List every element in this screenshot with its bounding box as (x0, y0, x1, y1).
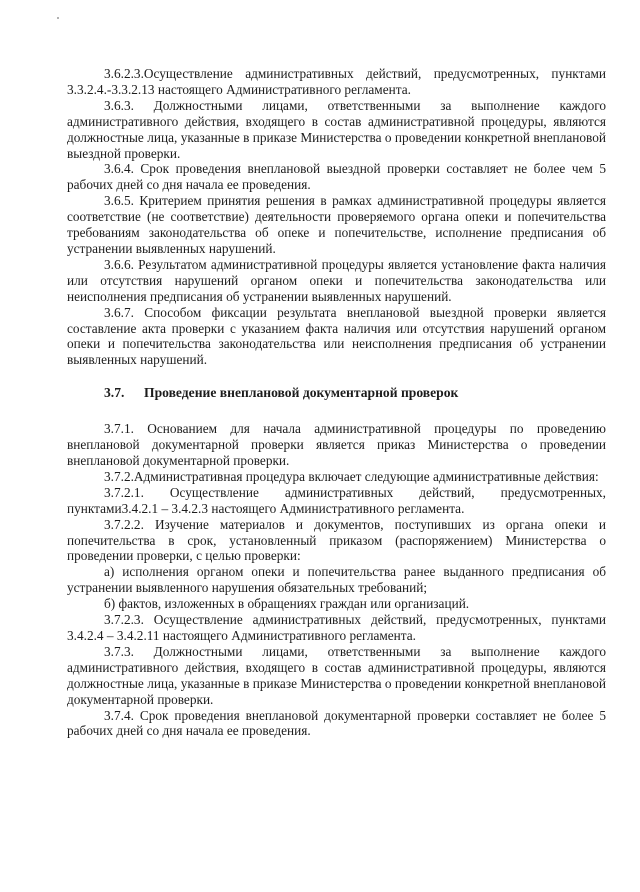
section-number: 3.7. (104, 385, 125, 401)
paragraph-3-6-4: 3.6.4. Срок проведения внеплановой выездной проверки составляет не более чем 5 рабочих дней со дня начала ее проведения. (67, 161, 606, 193)
section-title: Проведение внеплановой документарной проверок (144, 385, 459, 401)
paragraph-item-b: б) фактов, изложенных в обращениях граждан или организаций. (104, 596, 470, 612)
paragraph-3-7-2-1: 3.7.2.1. Осуществление административных действий, предусмотренных, пунктами3.4.2.1 – 3.4.2.3 настоящего Административного регламента. (67, 484, 606, 516)
document-body (67, 66, 606, 739)
paragraph-3-7-2-3: 3.7.2.3. Осуществление административных действий, предусмотренных, пунктами 3.4.2.4 – 3.4.2.11 настоящего Административного регламента. (67, 612, 606, 643)
paragraph-3-6-2-3: 3.6.2.3.Осуществление административных действий, предусмотренных, пунктами 3.3.2.4.-3.3.2.13 настоящего Административного регламента. (67, 66, 606, 97)
section-heading (67, 385, 606, 401)
paragraph-3-7-4: 3.7.4. Срок проведения внеплановой документарной проверки составляет не более 5 рабочих дней со дня начала ее проведения. (67, 707, 606, 739)
paragraph-3-7-3: 3.7.3. Должностными лицами, ответственными за выполнение каждого административного действия, входящего в состав административной процедуры, являются должностные лица, указанные в приказе Министерства о проведении конкретной внеплановой документарной проверки. (67, 643, 606, 707)
paragraph-3-6-7: 3.6.7. Способом фиксации результата внеплановой выездной проверки является составление акта проверки с указанием факта наличия или отсутствия нарушений органом опеки и попечительства законодательства или неисполнения предписания об устранении выявленных нарушений. (67, 304, 606, 368)
paragraph-3-6-5: 3.6.5. Критерием принятия решения в рамках административной процедуры является соответствие (не соответствие) деятельности проверяемого органа опеки и попечительства требованиям законодательства об опеке и попечительстве, исполнение предписания об устранении выявленных нарушений. (67, 193, 606, 256)
paragraph-3-7-2: 3.7.2.Административная процедура включает следующие административные действия: (104, 468, 599, 484)
scan-speck (57, 17, 59, 19)
paragraph-item-a: а) исполнения органом опеки и попечительства ранее выданного предписания об устранении выявленного нарушения обязательных требований; (67, 564, 606, 596)
paragraph-3-7-2-2: 3.7.2.2. Изучение материалов и документов, поступивших из органа опеки и попечительства в срок, установленный приказом (распоряжением) Министерства о проведении проверки, с целью проверки: (67, 516, 606, 564)
paragraph-3-6-3: 3.6.3. Должностными лицами, ответственными за выполнение каждого административного действия, входящего в состав административной процедуры, являются должностные лица, указанные в приказе Министерства о проведении конкретной внеплановой выездной проверки. (67, 97, 606, 161)
paragraph-3-7-1: 3.7.1. Основанием для начала административной процедуры по проведению внеплановой документарной проверки является приказ Министерства о проведении внеплановой документарной проверки. (67, 421, 606, 469)
paragraph-3-6-6: 3.6.6. Результатом административной процедуры является установление факта наличия или отсутствия нарушений органом опеки и попечительства законодательства или неисполнения предписания об устранении выявленных нарушений. (67, 256, 606, 304)
